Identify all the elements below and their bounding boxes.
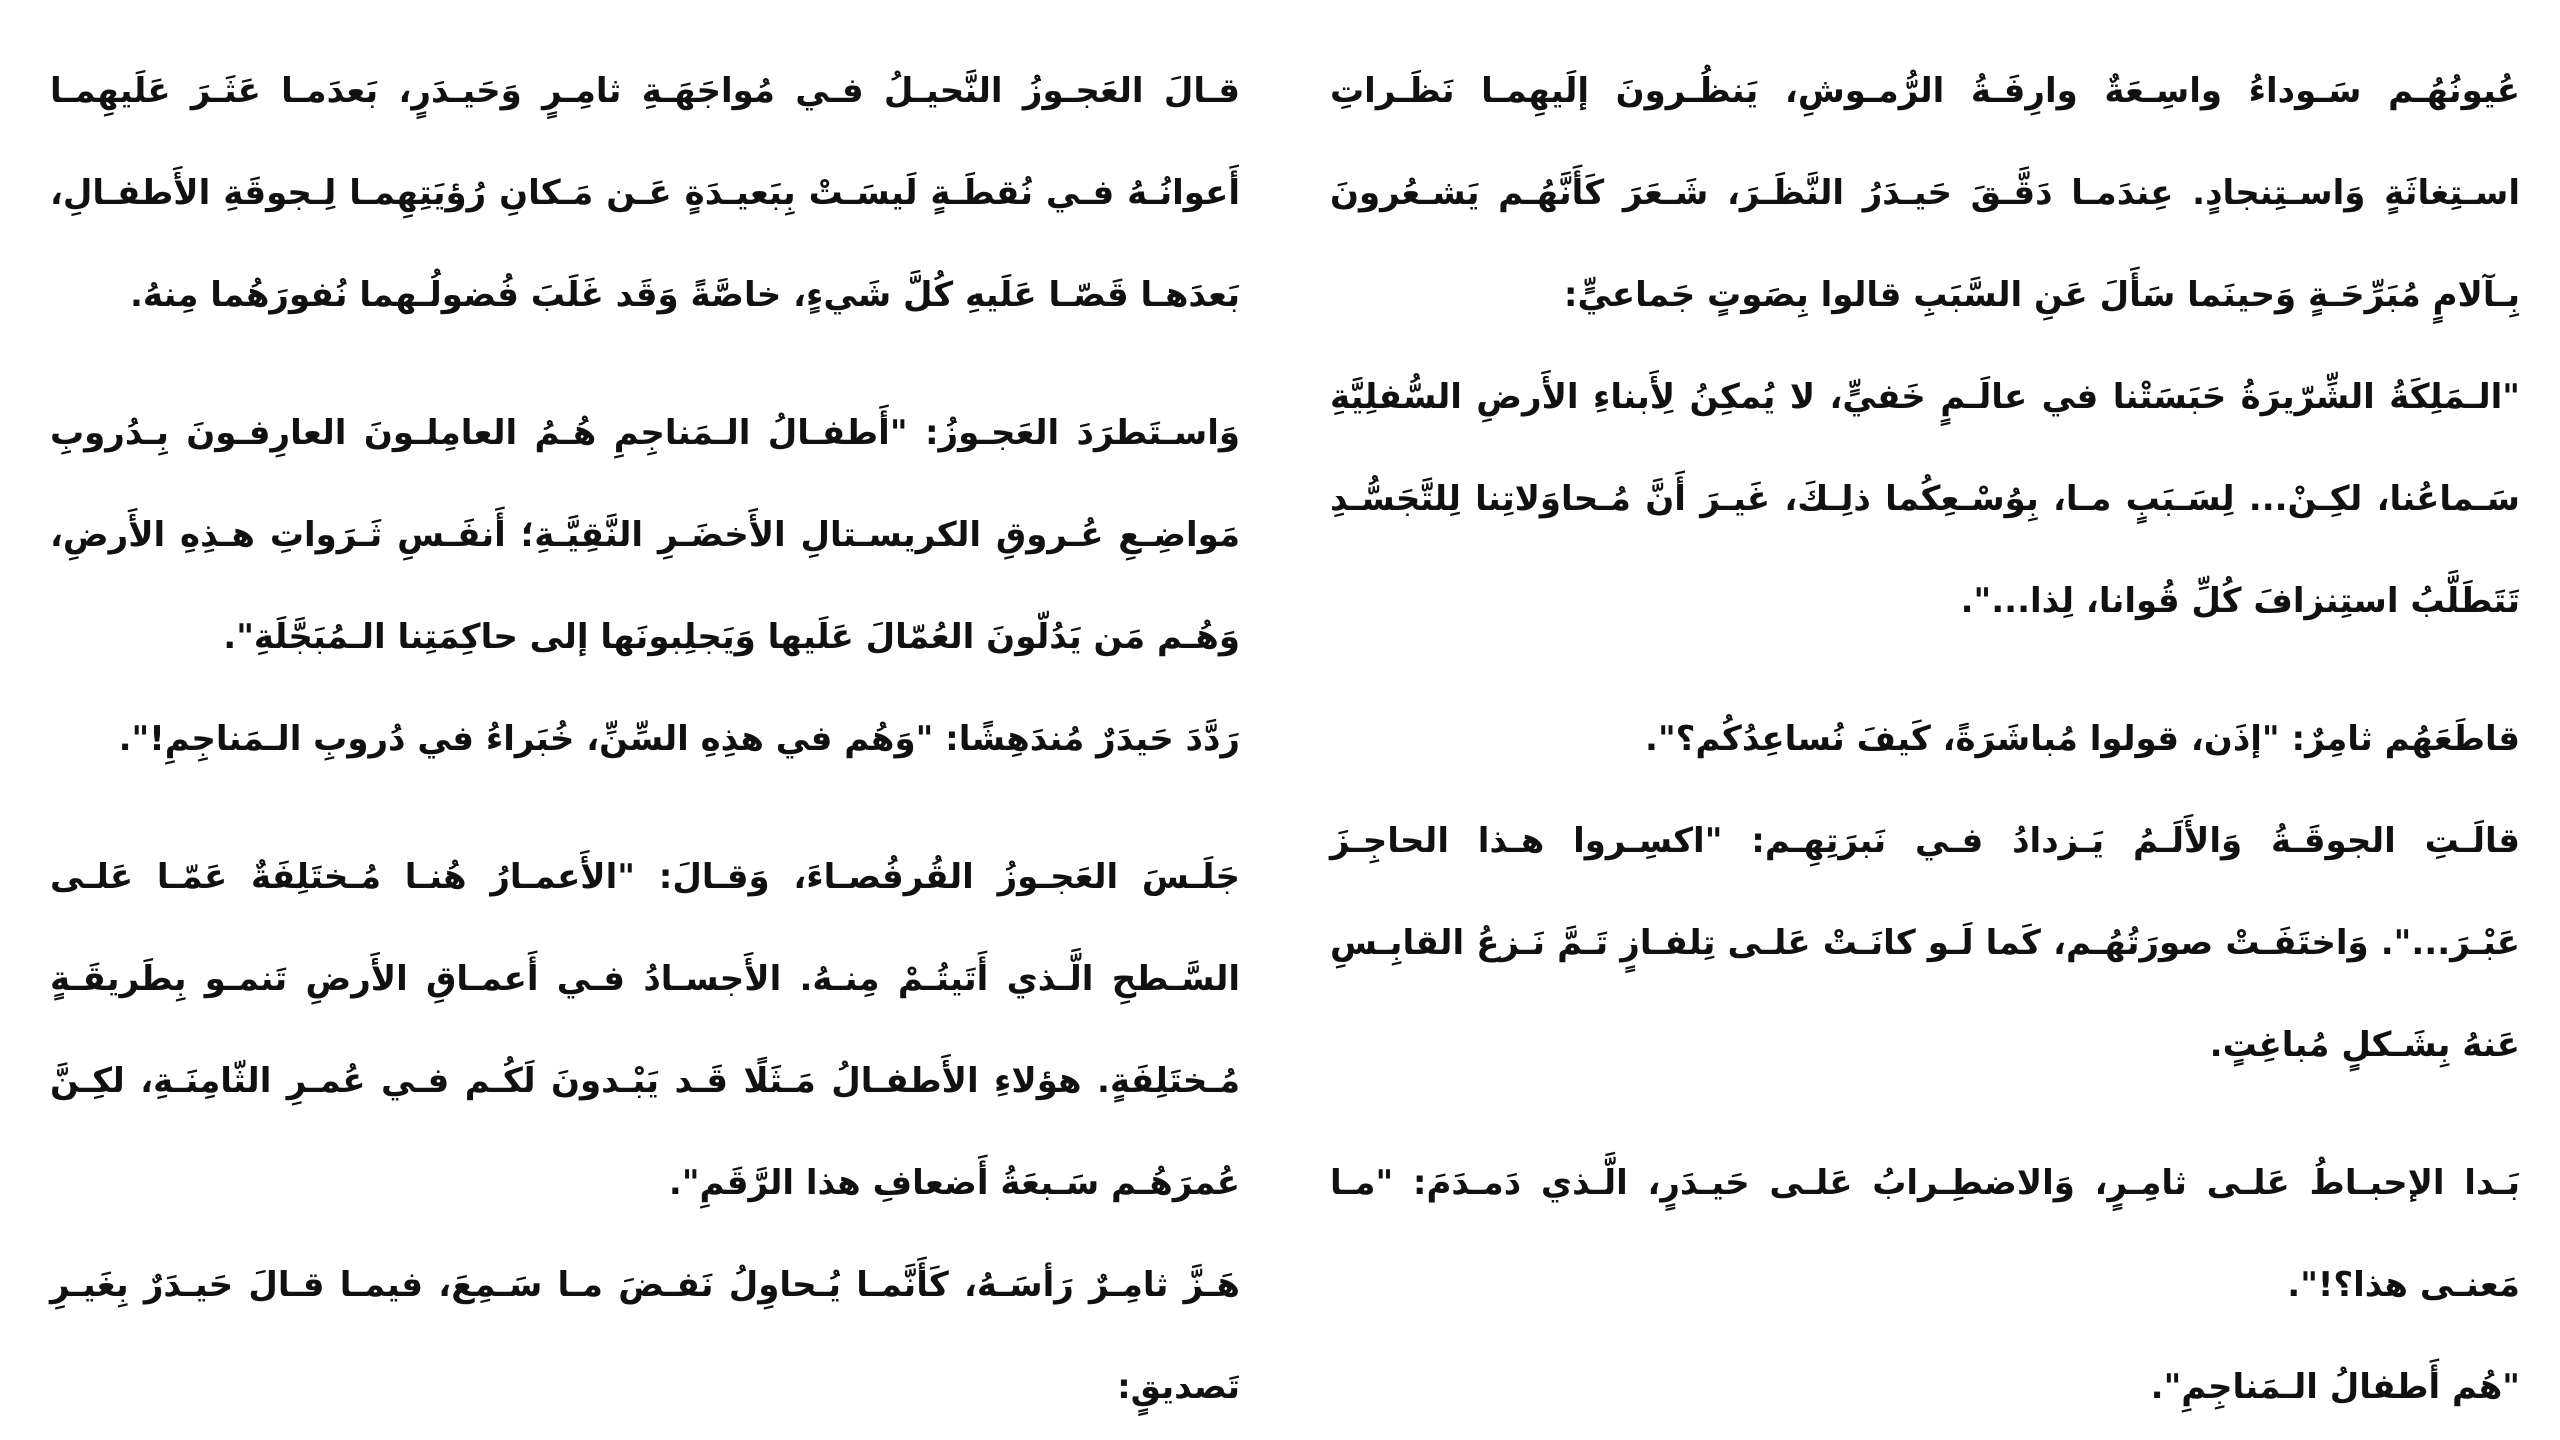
- paragraph-gap: [1330, 652, 2520, 688]
- paragraph: جَلَـسَ العَجـوزُ القُرفُصـاءَ، وَقـالَ: "الأَعمـارُ هُنـا مُـختَلِفَةٌ عَمّـا عَلـى السَّـطحِ الَّـذي أَتَيتُـمْ مِنـهُ. الأَجسـادُ فـي أَعمـاقِ الأَرضِ تَنمـو بِطَريقَـةٍ مُـختَلِفَةٍ. هؤلاءِ الأَطفـالُ مَـثَلًا قَـد يَبْـدونَ لَكُـم فـي عُمـرِ الثّامِنَـةِ، لكِـنَّ عُمرَهُـم سَـبعَةُ أَضعافِ هذا الرَّقَمِ".: [50, 857, 1240, 1203]
- paragraph-gap: [50, 790, 1240, 826]
- paragraph: عُيونُهُـم سَـوداءُ واسِـعَةٌ وارِفَـةُ الرُّمـوشِ، يَنظُـرونَ إلَيهِمـا نَظَـراتِ اسـتِغاثَةٍ وَاسـتِنجادٍ. عِندَمـا دَقَّـقَ حَيـدَرُ النَّظَـرَ، شَـعَرَ كَأَنَّهُـم يَشـعُرونَ بِـآلامٍ مُبَرِّحَـةٍ وَحينَما سَأَلَ عَنِ السَّبَبِ قالوا بِصَوتٍ جَماعيٍّ:: [1330, 71, 2520, 315]
- paragraph: رَدَّدَ حَيدَرٌ مُندَهِشًا: "وَهُم في هذِهِ السِّنِّ، خُبَراءُ في دُروبِ الـمَناجِمِ!".: [118, 719, 1240, 759]
- paragraph: قالَـتِ الجوقَـةُ وَالأَلَـمُ يَـزدادُ فـي نَبرَتِهِـم: "اكسِـروا هـذا الحاجِـزَ عَبْـرَ...". وَاختَفَـتْ صورَتُهُـم، كَما لَـو كانَـتْ عَلـى تِلفـازٍ تَـمَّ نَـزعُ القابِـسِ عَنهُ بِشَـكلٍ مُباغِتٍ.: [1330, 821, 2520, 1065]
- paragraph-gap: [50, 346, 1240, 382]
- paragraph: بَـدا الإحبـاطُ عَلـى ثامِـرٍ، وَالاضطِـرابُ عَلـى حَيـدَرٍ، الَّـذي دَمـدَمَ: "مـا مَعنـى هذا؟!".: [1330, 1163, 2520, 1305]
- paragraph: "الـمَلِكَةُ الشِّرّيرَةُ حَبَسَتْنا في عالَـمٍ خَفيٍّ، لا يُمكِنُ لِأَبناءِ الأَرضِ السُّفلِيَّةِ سَـماعُنا، لكِـنْ... لِسَـبَبٍ مـا، بِوُسْـعِكُما ذلِـكَ، غَيـرَ أَنَّ مُـحاوَلاتِنا لِلتَّجَسُّـدِ تَتَطَلَّبُ استِنزافَ كُلِّ قُوانا، لِذا...".: [1330, 377, 2520, 621]
- paragraph: قـالَ العَجـوزُ النَّحيـلُ فـي مُواجَهَـةِ ثامِـرٍ وَحَيـدَرٍ، بَعدَمـا عَثَـرَ عَلَيهِمـا أَعوانُـهُ فـي نُقطَـةٍ لَيسَـتْ بِبَعيـدَةٍ عَـن مَـكانِ رُؤيَتِهِمـا لِـجوقَةِ الأَطفـالِ، بَعدَهـا قَصّـا عَلَيهِ كُلَّ شَيءٍ، خاصَّةً وَقَد غَلَبَ فُضولُـهما نُفورَهُما مِنهُ.: [50, 71, 1240, 315]
- paragraph: وَاسـتَطرَدَ العَجـوزُ: "أَطفـالُ الـمَناجِمِ هُـمُ العامِلـونَ العارِفـونَ بِـدُروبِ مَواضِـعِ عُـروقِ الكريسـتالِ الأَخضَـرِ النَّقِيَّـةِ؛ أَنفَـسِ ثَـرَواتِ هـذِهِ الأَرضِ، وَهُـم مَن يَدُلّونَ العُمّالَ عَلَيها وَيَجلِبونَها إلى حاكِمَتِنا الـمُبَجَّلَةِ".: [50, 413, 1240, 657]
- paragraph-gap: [1330, 1096, 2520, 1132]
- left-column: [50, 40, 1240, 1438]
- book-spread: [0, 40, 2560, 1420]
- paragraph: قاطَعَهُم ثامِرٌ: "إذَن، قولوا مُباشَرَةً، كَيفَ نُساعِدُكُم؟".: [1645, 719, 2520, 759]
- paragraph: هَـزَّ ثامِـرٌ رَأسَـهُ، كَأَنَّمـا يُـحاوِلُ نَفـضَ مـا سَـمِعَ، فيمـا قـالَ حَيـدَرٌ بِغَيـرِ تَصديقٍ:: [50, 1265, 1240, 1407]
- right-column: [1330, 40, 2520, 1438]
- paragraph: "هُم أَطفالُ الـمَناجِمِ".: [2150, 1367, 2520, 1407]
